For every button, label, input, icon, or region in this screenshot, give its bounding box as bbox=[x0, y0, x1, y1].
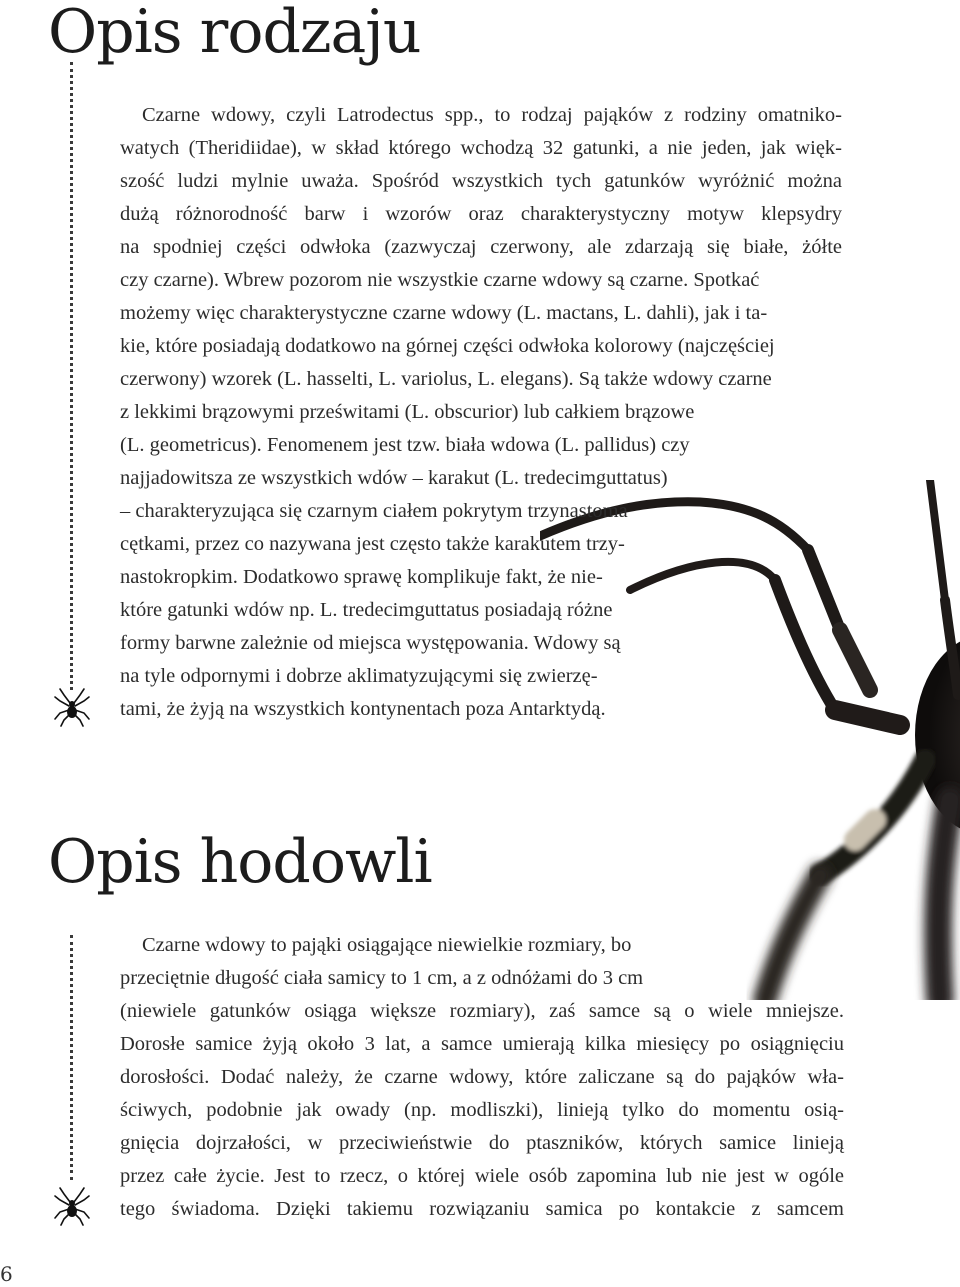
text-line: kie, które posiadają dodatkowo na górnej części odwłoka kolorowy (najczęściej bbox=[120, 335, 775, 357]
text-line: na spodniej części odwłoka (zazwyczaj czerwony, ale zdarzają się białe, żółte bbox=[120, 236, 842, 258]
text-line: tego świadoma. Dzięki takiemu rozwiązaniu samica po kontakcie z samcem bbox=[120, 1198, 844, 1220]
dotted-divider bbox=[70, 935, 73, 1180]
text-line: które gatunki wdów np. L. tredecimguttatus posiadają różne bbox=[120, 599, 613, 621]
text-line: przeciętnie długość ciała samicy to 1 cm, a z odnóżami do 3 cm bbox=[120, 967, 644, 989]
text-line: – charakteryzująca się czarnym ciałem pokrytym trzynastoma bbox=[120, 500, 628, 522]
text-line: tami, że żyją na wszystkich kontynentach poza Antarktydą. bbox=[120, 698, 606, 720]
text-line: nastokropkim. Dodatkowo sprawę komplikuje fakt, że nie- bbox=[120, 566, 603, 588]
breeding-description-paragraph bbox=[120, 929, 844, 1226]
text-line: formy barwne zależnie od miejsca występowania. Wdowy są bbox=[120, 632, 621, 654]
text-line: możemy więc charakterystyczne czarne wdowy (L. mactans, L. dahli), jak i ta- bbox=[120, 302, 768, 324]
text-line: Czarne wdowy to pająki osiągające niewielkie rozmiary, bo bbox=[142, 934, 632, 956]
section-heading-genus: Opis rodzaju bbox=[48, 0, 421, 67]
genus-description-paragraph bbox=[120, 99, 842, 726]
dotted-divider bbox=[70, 62, 73, 690]
text-line: (niewiele gatunków osiąga większe rozmiary), zaś samce są o wiele mniejsze. bbox=[120, 1000, 844, 1022]
text-line: na tyle odpornymi i dobrze aklimatyzującymi się zwierzę- bbox=[120, 665, 598, 687]
text-line: najjadowitsza ze wszystkich wdów – karakut (L. tredecimguttatus) bbox=[120, 467, 668, 489]
section-heading-breeding: Opis hodowli bbox=[48, 827, 432, 897]
text-line: czy czarne). Wbrew pozorom nie wszystkie czarne wdowy są czarne. Spotkać bbox=[120, 269, 760, 291]
text-line: szość ludzi mylnie uważa. Spośród wszystkich tych gatunków wyróżnić można bbox=[120, 170, 842, 192]
text-line: dużą różnorodność barw i wzorów oraz charakterystyczny motyw klepsydry bbox=[120, 203, 842, 225]
text-line: z lekkimi brązowymi prześwitami (L. obscurior) lub całkiem brązowe bbox=[120, 401, 695, 423]
page-number: 6 bbox=[0, 1262, 13, 1286]
text-line: watych (Theridiidae), w skład którego wchodzą 32 gatunki, a nie jeden, jak więk- bbox=[120, 137, 842, 159]
spider-icon bbox=[52, 1186, 92, 1226]
text-line: Czarne wdowy, czyli Latrodectus spp., to rodzaj pająków z rodziny omatniko- bbox=[142, 104, 842, 126]
text-line: cętkami, przez co nazywana jest często także karakutem trzy- bbox=[120, 533, 625, 555]
text-line: ściwych, podobnie jak owady (np. modliszki), linieją tylko do momentu osią- bbox=[120, 1099, 844, 1121]
text-line: przez całe życie. Jest to rzecz, o której wiele osób zapomina lub nie jest w ogóle bbox=[120, 1165, 844, 1187]
text-line: czerwony) wzorek (L. hasselti, L. variolus, L. elegans). Są także wdowy czarne bbox=[120, 368, 772, 390]
text-line: gnięcia dojrzałości, w przeciwieństwie do ptaszników, których samice linieją bbox=[120, 1132, 844, 1154]
text-line: Dorosłe samice żyją około 3 lat, a samce umierają kilka miesięcy po osiągnięciu bbox=[120, 1033, 844, 1055]
text-line: (L. geometricus). Fenomenem jest tzw. biała wdowa (L. pallidus) czy bbox=[120, 434, 690, 456]
spider-icon bbox=[52, 687, 92, 727]
text-line: dorosłości. Dodać należy, że czarne wdowy, które zaliczane są do pająków wła- bbox=[120, 1066, 844, 1088]
